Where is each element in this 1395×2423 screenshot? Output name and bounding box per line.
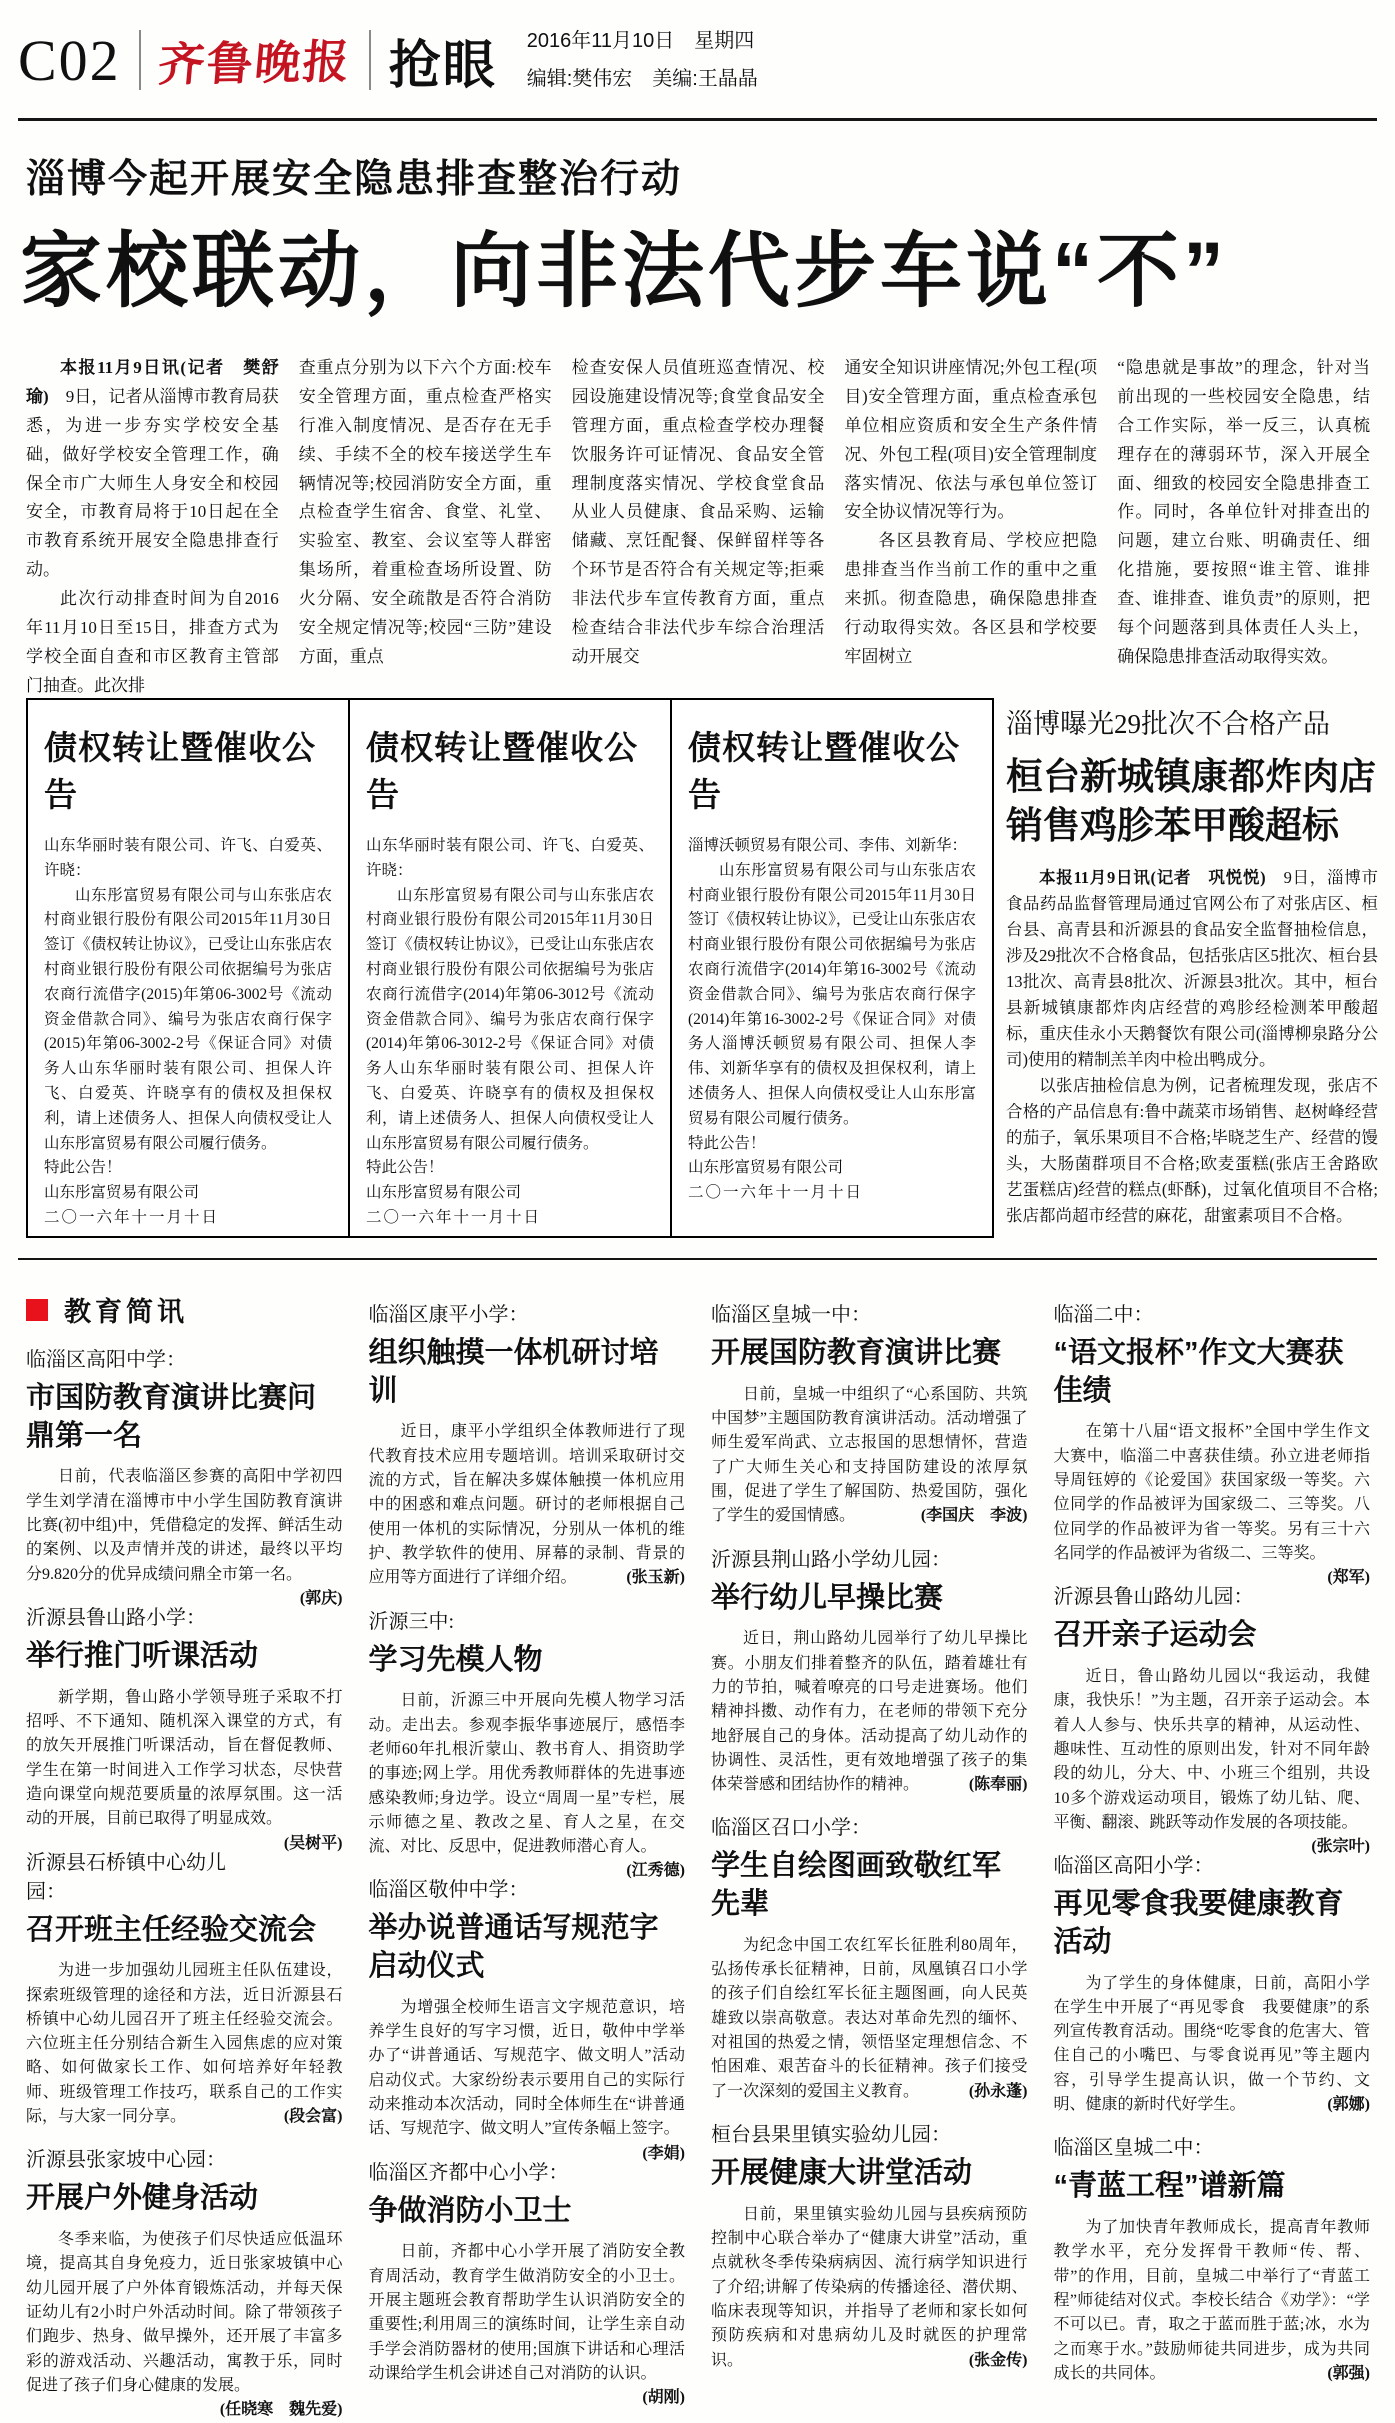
brief-byline: (郭庆): [299, 1589, 343, 1607]
brief-body: 近日，康平小学组织全体教师进行了现代教育技术应用专题培训。培训采取研讨交流的方式，旨在解决多媒体触摸一体机应用中的困惑和难点问题。研讨的老师根据自己使用一体机的实际情况，分别从一体机的维护、教学软件的使用、屏幕的录制、背景的应用等方面进行了详细介绍。 (张玉新): [369, 1420, 686, 1590]
exposure-kicker: 淄博曝光29批次不合格产品: [1006, 709, 1330, 739]
brief-byline: (李娟): [642, 2144, 685, 2162]
brief-item: [1054, 1849, 1371, 2117]
briefs-column-1: [26, 1284, 343, 2419]
brief-headline: 开展健康大讲堂活动: [711, 2157, 973, 2189]
lead-column-5: [1117, 354, 1370, 686]
notice-signer: 山东彤富贸易有限公司: [688, 1159, 844, 1177]
lead-article: [26, 354, 1370, 695]
briefs-section-title: 教育简讯: [64, 1297, 188, 1327]
lead-column-1: [26, 354, 279, 695]
brief-body: 日前，皇城一中组织了“心系国防、共筑中国梦”主题国防教育演讲活动。活动增强了师生爱军尚武、立志报国的思想情怀，营造了广大师生关心和支持国防建设的浓厚氛围，促进了学生了解国防、热爱国防，强化了学生的爱国情感。 (李国庆 李波): [711, 1383, 1028, 1529]
brief-school: 沂源县石桥镇中心幼儿园：: [26, 1851, 226, 1903]
notice-title: 债权转让暨催收公告: [44, 729, 316, 813]
lead-paragraph: 查重点分别为以下六个方面:校车安全管理方面，重点检查严格实行准入制度情况、是否存在无手续、手续不全的校车接送学生车辆情况等;校园消防安全方面，重点检查学生宿舍、食堂、礼堂、实验室、教室、会议室等人群密集场所，着重检查场所设置、防火分隔、安全疏散是否符合消防安全规定情况等;校园“三防”建设方面，重点: [298, 358, 552, 666]
brief-school: 沂源县鲁山路幼儿园：: [1053, 1586, 1254, 1609]
brief-item: [369, 1298, 686, 1591]
notice-closing: 特此公告！: [366, 1159, 444, 1177]
brief-byline: (郭娜): [1327, 2096, 1370, 2114]
notice-title: 债权转让暨催收公告: [366, 729, 638, 813]
brief-byline: (段会富): [283, 2108, 343, 2126]
debt-notice-3: [672, 700, 992, 1236]
brief-item: [26, 1343, 343, 1607]
brief-byline: (张玉新): [626, 1569, 685, 1587]
brief-headline: 举行推门听课活动: [26, 1639, 259, 1672]
masthead-logo: 齐鲁晚报: [155, 36, 353, 91]
exposure-paragraph: 以张店抽检信息为例，记者梳理发现，张店不合格的产品信息有:鲁中蔬菜市场销售、赵树峰经营的茄子，氧乐果项目不合格;毕晓芝生产、经营的馒头，大肠菌群项目不合格;欧麦蛋糕(张店王舍路欧艺蛋糕店)经营的糕点(虾酥)，过氧化值项目不合格;张店都尚超市经营的麻花，甜蜜素项目不合格。: [1006, 1076, 1378, 1226]
brief-body: 新学期，鲁山路小学领导班子采取不打招呼、不下通知、随机深入课堂的方式，有的放矢开展推门听课活动，旨在督促教师、学生在第一时间进入工作学习状态，尽快营造向课堂向规范要质量的浓厚氛围。这一活动的开展，目前已取得了明显成效。 (吴树平): [26, 1686, 343, 1832]
notice-closing: 特此公告！: [44, 1159, 122, 1177]
brief-body: 日前，代表临淄区参赛的高阳中学初四学生刘学清在淄博市中小学生国防教育演讲比赛(初中组)中，凭借稳定的发挥、鲜活生动的案例、以及声情并茂的讲述，最终以平均分9.820分的优异成绩问鼎全市第一名。 (郭庆): [26, 1465, 343, 1587]
brief-body: 日前，沂源三中开展向先模人物学习活动。走出去。参观李振华事迹展厅，感悟李老师60年扎根沂蒙山、教书育人、捐资助学的事迹;网上学。用优秀教师群体的先进事迹感染教师;身边学。设立“周周一星”专栏，展示师德之星、教改之星、育人之星，在交流、对比、反思中，促进教师潜心育人。 (江秀德): [369, 1689, 686, 1859]
brief-school: 沂源县张家坡中心园：: [26, 2149, 226, 2172]
section-name: 抢眼: [388, 36, 497, 95]
notice-text: 山东彤富贸易有限公司与山东张店农村商业银行股份有限公司2015年11月30日签订《债权转让协议》，已受让山东张店农村商业银行股份有限公司依据编号为张店农商行流借字(2014)年第06-3012号《流动资金借款合同》、编号为张店农商行保字(2014)年第06-3012-2号《保证合同》对债务人山东华丽时装有限公司、担保人许飞、白爱英、许晓享有的债权及担保权利，请上述债务人、担保人向债权受让人山东彤富贸易有限公司履行债务。: [366, 886, 654, 1152]
brief-headline: “语文报杯”作文大赛获佳绩: [1053, 1337, 1344, 1407]
lead-paragraph: 各区县教育局、学校应把隐患排查当作当前工作的重中之重来抓。彻查隐患，确保隐患排查行动取得实效。各区县和学校要牢固树立: [844, 531, 1098, 666]
education-briefs: [26, 1284, 1370, 2419]
debt-notice-1: [28, 700, 350, 1236]
page-number: C02: [18, 27, 121, 93]
exposure-headline-line2: 销售鸡胗苯甲酸超标: [1006, 804, 1339, 846]
brief-item: [26, 2143, 343, 2419]
briefs-column-3: [711, 1284, 1028, 2388]
notice-salutation: 山东华丽时装有限公司、许飞、白爱英、许晓：: [366, 837, 654, 879]
brief-item: [711, 1298, 1028, 1529]
brief-school: 临淄区皇城二中：: [1053, 2137, 1214, 2160]
lead-kicker: 淄博今起开展安全隐患排查整治行动: [26, 158, 683, 201]
brief-headline: 再见零食我要健康教育活动: [1053, 1888, 1344, 1958]
notice-text: 山东彤富贸易有限公司与山东张店农村商业银行股份有限公司2015年11月30日签订《债权转让协议》，已受让山东张店农村商业银行股份有限公司依据编号为张店农商行流借字(2014)年第16-3002号《流动资金借款合同》、编号为张店农商行保字(2014)年第16-3002-2号《保证合同》对债务人淄博沃顿贸易有限公司、担保人李伟、刘新华享有的债权及担保权利，请上述债务人、担保人向债权受让人山东彤富贸易有限公司履行债务。: [688, 861, 976, 1127]
brief-item: [368, 1605, 686, 1880]
header-divider: [369, 30, 371, 90]
page-header: [18, 12, 758, 108]
lead-column-2: [299, 354, 552, 686]
briefs-separator-rule: [18, 1258, 1377, 1260]
brief-item: [368, 1873, 686, 2162]
brief-headline: 学生自绘图画致敬红军先辈: [711, 1850, 1002, 1921]
brief-headline: 争做消防小卫士: [368, 2194, 572, 2227]
brief-item: [711, 2118, 1028, 2373]
brief-byline: (陈奉丽): [968, 1776, 1028, 1794]
brief-school: 沂源三中:: [368, 1610, 455, 1633]
brief-school: 临淄区齐都中心小学：: [368, 2161, 569, 2184]
brief-byline: (郭强): [1327, 2364, 1370, 2382]
brief-body: 冬季来临，为使孩子们尽快适应低温环境，提高其自身免疫力，近日张家坡镇中心幼儿园开展了户外体育锻炼活动，并每天保证幼儿有2小时户外活动时间。除了带领孩子们跑步、热身、做早操外，还开展了丰富多彩的游戏活动、兴趣活动，寓教于乐，同时促进了孩子们身心健康的发展。 (任晓寒 魏先爱): [26, 2228, 343, 2398]
red-square-icon: [26, 1299, 48, 1321]
notice-body: [688, 834, 976, 1206]
lead-paragraph: 检查安保人员值班巡查情况、校园设施建设情况等;食堂食品安全管理方面，重点检查学校办理餐饮服务许可证情况、食品安全管理制度落实情况、学校食堂食品从业人员健康、食品采购、运输储藏、烹饪配餐、保鲜留样等各个环节是否符合有关规定等;拒乘非法代步车宣传教育方面，重点检查结合非法代步车综合治理活动开展交: [571, 358, 825, 666]
briefs-column-4: [1054, 1284, 1371, 2388]
brief-body: 为进一步加强幼儿园班主任队伍建设，探索班级管理的途径和方法，近日沂源县石桥镇中心幼儿园召开了班主任经验交流会。六位班主任分别结合新生入园焦虑的应对策略、如何做家长工作、如何培养好年轻教师、班级管理工作技巧，联系自己的工作实际，与大家一同分享。 (段会富): [26, 1959, 343, 2129]
exposure-body: [1006, 865, 1378, 1230]
brief-item: [26, 1846, 343, 2130]
brief-body: 在第十八届“语文报杯”全国中学生作文大赛中，临淄二中喜获佳绩。孙立进老师指导周钰婷的《论爱国》获国家级一等奖。六位同学的作品被评为国家级二、三等奖。八位同学的作品被评为省一等奖。另有三十六名同学的作品被评为省级二、三等奖。 (郑军): [1054, 1420, 1371, 1566]
brief-school: 沂源县鲁山路小学：: [26, 1606, 206, 1629]
brief-body: 近日，荆山路幼儿园举行了幼儿早操比赛。小朋友们排着整齐的队伍，踏着雄壮有力的节拍，喊着嘹亮的口号走进赛场。他们精神抖擞、动作有力，在老师的带领下充分地舒展自己的身体。活动提高了幼儿动作的协调性、灵活性，更有效地增强了孩子的集体荣誉感和团结协作的精神。 (陈奉丽): [711, 1627, 1028, 1797]
lead-paragraph: 本报11月9日讯(记者 樊舒瑜) 9日，记者从淄博市教育局获悉，为进一步夯实学校安全基础，做好学校安全管理工作，确保全市广大师生人身安全和校园安全，市教育局将于10日起在全市教育系统开展安全隐患排查行动。: [26, 358, 279, 580]
lead-paragraph: 通安全知识讲座情况;外包工程(项目)安全管理方面，重点检查承包单位相应资质和安全生产条件情况、外包工程(项目)安全管理制度落实情况、依法与承包单位签订安全协议情况等行为。: [844, 358, 1098, 522]
brief-byline: (任晓寒 魏先爱): [219, 2401, 343, 2419]
briefs-column-2: [368, 1284, 686, 2407]
notice-title: 债权转让暨催收公告: [688, 729, 960, 813]
brief-headline: 市国防教育演讲比赛问鼎第一名: [26, 1382, 317, 1452]
brief-body: 日前，果里镇实验幼儿园与县疾病预防控制中心联合举办了“健康大讲堂”活动，重点就秋冬季传染病病因、流行病学知识进行了介绍;讲解了传染病的传播途径、潜伏期、临床表现等知识，并指导了老师和家长如何预防疾病和对患病幼儿及时就医的护理常识。 (张金传): [711, 2203, 1028, 2373]
briefs-section-header: [26, 1290, 343, 1329]
brief-byline: (张宗叶): [1311, 1838, 1370, 1856]
brief-headline: “青蓝工程”谱新篇: [1053, 2170, 1286, 2203]
brief-school: 临淄区召口小学：: [711, 1817, 871, 1840]
notice-closing: 特此公告！: [688, 1134, 766, 1152]
brief-body: 近日，鲁山路幼儿园以“我运动，我健康，我快乐！”为主题，召开亲子运动会。本着人人参与、快乐共享的精神，从运动性、趣味性、互动性的原则出发，针对不同年龄段的幼儿，分大、中、小班三个组别，共设10多个游戏运动项目，锻炼了幼儿钻、爬、平衡、翻滚、跳跃等动作发展的各项技能。 (张宗叶): [1054, 1665, 1371, 1835]
brief-item: [1053, 1298, 1371, 1587]
brief-byline: (江秀德): [626, 1862, 685, 1880]
header-rule: [18, 118, 1377, 121]
brief-school: 临淄二中：: [1053, 1304, 1154, 1326]
exposure-article: [1006, 702, 1378, 1238]
notice-salutation: 山东华丽时装有限公司、许飞、白爱英、许晓：: [44, 837, 332, 879]
issue-date: 2016年11月10日 星期四: [526, 30, 755, 52]
brief-school: 沂源县荆山路小学幼儿园：: [711, 1548, 951, 1571]
brief-school: 桓台县果里镇实验幼儿园：: [711, 2124, 951, 2146]
brief-item: [711, 1811, 1028, 2104]
lead-paragraph: “隐患就是事故”的理念，针对当前出现的一些校园安全隐患，结合工作实际，举一反三，认真梳理存在的薄弱环节，深入开展全面、细致的校园安全隐患排查工作。同时，各单位针对排查出的问题，建立台账、明确责任、细化措施，要按照“谁主管、谁排查、谁排查、谁负责”的原则，把每个问题落到具体责任人头上，确保隐患排查活动取得实效。: [1117, 358, 1370, 666]
notice-salutation: 淄博沃顿贸易有限公司、李伟、刘新华：: [688, 837, 968, 854]
notice-signer: 山东彤富贸易有限公司: [44, 1184, 200, 1202]
brief-headline: 举办说普通话写规范字启动仪式: [368, 1912, 659, 1983]
notice-text: 山东彤富贸易有限公司与山东张店农村商业银行股份有限公司2015年11月30日签订《债权转让协议》，已受让山东张店农村商业银行股份有限公司依据编号为张店农商行流借字(2015)年第06-3002号《流动资金借款合同》、编号为张店农商行保字(2015)年第06-3002-2号《保证合同》对债务人山东华丽时装有限公司、担保人许飞、白爱英、许晓享有的债权及担保权利，请上述债务人、担保人向债权受让人山东彤富贸易有限公司履行债务。: [44, 886, 332, 1152]
brief-item: [1053, 1580, 1371, 1856]
brief-headline: 召开班主任经验交流会: [26, 1913, 317, 1946]
editors: 编辑:樊伟宏 美编:王晶晶: [526, 68, 758, 90]
notice-box-group: [26, 698, 994, 1238]
exposure-byline: 本报11月9日讯(记者 巩悦悦): [1039, 867, 1284, 887]
brief-item: [1054, 2131, 1371, 2386]
brief-headline: 举行幼儿早操比赛: [711, 1581, 944, 1614]
date-editor-block: [527, 22, 758, 98]
exposure-paragraph: 本报11月9日讯(记者 巩悦悦) 9日，淄博市食品药品监督管理局通过官网公布了对张店区、桓台县、高青县和沂源县的食品安全监督抽检信息，涉及29批次不合格食品，包括张店区5批次、桓台县13批次、高青县8批次、沂源县3批次。其中，桓台县新城镇康都炸肉店经营的鸡胗经检测苯甲酸超标，重庆佳永小天鹅餐饮有限公司(淄博柳泉路分公司)使用的精制羔羊肉中检出鸭成分。: [1006, 867, 1378, 1070]
brief-body: 日前，齐都中心小学开展了消防安全教育周活动，教育学生做消防安全的小卫士。开展主题班会教育帮助学生认识消防安全的重要性;利用周三的演练时间，让学生亲自动手学会消防器材的使用;国旗下讲话和心理活动课给学生机会讲述自己对消防的认识。 (胡刚): [369, 2240, 686, 2386]
brief-school: 临淄区高阳小学：: [1053, 1855, 1214, 1878]
lead-byline: 本报11月9日讯(记者 樊舒瑜): [26, 358, 279, 406]
brief-body: 为了加快青年教师成长，提高青年教师教学水平，充分发挥骨干教师“传、帮、带”的作用，目前，皇城二中举行了“青蓝工程”师徒结对仪式。李校长结合《劝学》：“学不可以已。青，取之于蓝而胜于蓝;冰，水为之而寒于水。”鼓励师徒共同进步，成为共同成长的共同体。 (郭强): [1054, 2216, 1371, 2386]
brief-school: 临淄区康平小学：: [368, 1304, 529, 1326]
notice-date: 二〇一六年十一月十日: [366, 1208, 542, 1226]
brief-item: [26, 1601, 343, 1852]
lead-column-4: [844, 354, 1097, 686]
lead-column-3: [572, 354, 825, 686]
brief-headline: 组织触摸一体机研讨培训: [368, 1337, 659, 1407]
brief-body: 为增强全校师生语言文字规范意识，培养学生良好的写字习惯，近日，敬仲中学举办了“讲普通话、写规范字、做文明人”活动启动仪式。大家纷纷表示要用自己的实际行动来推动本次活动，同时全体师生在“讲普通话、写规范字、做文明人”宣传条幅上签字。 (李娟): [369, 1996, 686, 2142]
header-divider: [139, 30, 141, 90]
brief-school: 临淄区高阳中学：: [26, 1349, 186, 1371]
notice-date: 二〇一六年十一月十日: [688, 1184, 864, 1202]
brief-byline: (孙永蓬): [968, 2082, 1028, 2100]
brief-byline: (吴树平): [283, 1834, 343, 1852]
brief-school: 临淄区皇城一中：: [711, 1304, 871, 1326]
exposure-headline: [1006, 753, 1378, 851]
brief-headline: 开展户外健身活动: [26, 2182, 259, 2215]
notice-body: [44, 834, 332, 1231]
brief-body: 为了学生的身体健康，日前，高阳小学在学生中开展了“再见零食 我要健康”的系列宣传教育活动。围绕“吃零食的危害大、管住自己的小嘴巴、与零食说再见”等主题内容，引导学生提高认识，做一个节约、文明、健康的新时代好学生。 (郭娜): [1054, 1972, 1371, 2118]
brief-headline: 召开亲子运动会: [1053, 1619, 1257, 1652]
brief-byline: (胡刚): [642, 2389, 685, 2407]
brief-headline: 学习先模人物: [368, 1643, 543, 1676]
brief-headline: 开展国防教育演讲比赛: [711, 1337, 1002, 1369]
brief-byline: (李国庆 李波): [920, 1507, 1028, 1525]
notice-body: [366, 834, 654, 1231]
lead-headline: 家校联动，向非法代步车说“不”: [20, 226, 1229, 317]
brief-body: 为纪念中国工农红军长征胜利80周年，弘扬传承长征精神，日前，凤凰镇召口小学的孩子们自绘红军长征主题图画，向人民英雄致以崇高敬意。表达对革命先烈的缅怀、对祖国的热爱之情，领悟坚定理想信念、不怕困难、艰苦奋斗的长征精神。孩子们接受了一次深刻的爱国主义教育。 (孙永蓬): [711, 1934, 1028, 2104]
brief-item: [711, 1543, 1028, 1798]
exposure-headline-line1: 桓台新城镇康都炸肉店: [1006, 756, 1376, 797]
notice-signer: 山东彤富贸易有限公司: [366, 1184, 522, 1202]
brief-item: [368, 2156, 686, 2407]
notice-date: 二〇一六年十一月十日: [44, 1208, 220, 1226]
brief-byline: (张金传): [968, 2351, 1028, 2369]
brief-school: 临淄区敬仲中学：: [368, 1879, 529, 1902]
debt-notice-2: [350, 700, 672, 1236]
lead-paragraph: 此次行动排查时间为自2016年11月10日至15日，排查方式为学校全面自查和市区教育主管部门抽查。此次排: [26, 589, 279, 695]
brief-byline: (郑军): [1327, 1569, 1370, 1587]
